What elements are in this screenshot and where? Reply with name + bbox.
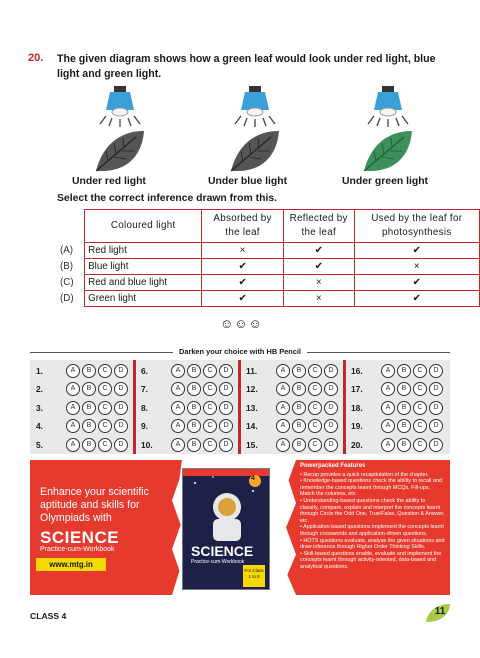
class-label: CLASS 4 xyxy=(30,611,67,621)
answer-bubble-d[interactable]: D xyxy=(324,364,338,378)
answer-bubble-b[interactable]: B xyxy=(292,438,306,452)
question-number-label: 14. xyxy=(246,421,258,432)
answer-row xyxy=(246,362,342,380)
table-row xyxy=(57,275,480,291)
question-number-label: 20. xyxy=(351,439,363,450)
instruction: Select the correct inference drawn from this. xyxy=(57,193,277,204)
answer-bubble-a[interactable]: A xyxy=(171,401,185,415)
cell-absorbed: ✔ xyxy=(202,275,284,291)
answer-row xyxy=(351,417,447,435)
label-red-light: Under red light xyxy=(72,176,146,187)
answer-bubble-c[interactable]: C xyxy=(98,438,112,452)
answer-bubble-d[interactable]: D xyxy=(114,438,128,452)
label-blue-light: Under blue light xyxy=(208,176,288,187)
question-number-label: 15. xyxy=(246,439,258,450)
book-number: 4 xyxy=(251,475,255,482)
answer-bubble-c[interactable]: C xyxy=(308,419,322,433)
cell-absorbed: ✔ xyxy=(202,291,284,307)
answer-bubble-c[interactable]: C xyxy=(308,382,322,396)
answer-bubble-d[interactable]: D xyxy=(114,419,128,433)
answer-row xyxy=(351,436,447,454)
answer-row xyxy=(246,417,342,435)
question-number-label: 10. xyxy=(141,439,153,450)
answer-bubble-a[interactable]: A xyxy=(66,401,80,415)
option-label: (B) xyxy=(60,261,74,272)
answer-bubble-d[interactable]: D xyxy=(114,382,128,396)
answer-bubble-c[interactable]: C xyxy=(413,364,427,378)
answer-row xyxy=(36,399,132,417)
divider xyxy=(133,360,136,454)
answer-bubble-a[interactable]: A xyxy=(381,401,395,415)
answer-sheet-title: Darken your choice with HB Pencil xyxy=(173,347,307,356)
answer-bubble-d[interactable]: D xyxy=(429,419,443,433)
answer-bubble-a[interactable]: A xyxy=(276,419,290,433)
features-heading: Powerpacked Features xyxy=(300,463,366,469)
leaf-dark-icon xyxy=(92,127,148,175)
answer-bubble-a[interactable]: A xyxy=(381,419,395,433)
label-green-light: Under green light xyxy=(342,176,429,187)
answer-bubble-a[interactable]: A xyxy=(381,438,395,452)
book-class-badge: For Class 1 to 8 xyxy=(243,565,265,587)
answer-bubble-d[interactable]: D xyxy=(429,364,443,378)
divider xyxy=(238,360,241,454)
question-number-label: 11. xyxy=(246,366,258,376)
answer-bubble-c[interactable]: C xyxy=(413,419,427,433)
answer-bubble-d[interactable]: D xyxy=(114,401,128,415)
cell-light: Red light xyxy=(85,243,202,259)
answer-bubble-c[interactable]: C xyxy=(98,382,112,396)
table-row xyxy=(57,259,480,275)
answer-bubble-d[interactable]: D xyxy=(219,401,233,415)
answer-row xyxy=(36,417,132,435)
answer-row xyxy=(141,399,237,417)
answer-bubble-d[interactable]: D xyxy=(429,438,443,452)
table-row xyxy=(57,243,480,259)
cell-absorbed: ✔ xyxy=(202,259,284,275)
answer-bubble-b[interactable]: B xyxy=(292,419,306,433)
leaf-green-icon xyxy=(360,127,416,175)
leaf-dark-icon xyxy=(227,127,283,175)
answer-row xyxy=(246,436,342,454)
answer-bubble-c[interactable]: C xyxy=(413,401,427,415)
question-number-label: 18. xyxy=(351,402,363,413)
answer-bubble-c[interactable]: C xyxy=(308,438,322,452)
answer-bubble-a[interactable]: A xyxy=(171,364,185,378)
question-number-label: 13. xyxy=(246,402,258,413)
answer-bubble-d[interactable]: D xyxy=(324,419,338,433)
book-cover xyxy=(182,468,270,590)
answer-bubble-a[interactable]: A xyxy=(171,419,185,433)
ad-features xyxy=(300,463,445,571)
answer-bubble-a[interactable]: A xyxy=(66,438,80,452)
cell-reflected: ✔ xyxy=(283,259,354,275)
answer-row xyxy=(246,380,342,398)
option-label: (D) xyxy=(60,293,74,304)
cell-used: ✔ xyxy=(354,275,479,291)
cell-reflected: × xyxy=(283,275,354,291)
answer-bubble-c[interactable]: C xyxy=(413,438,427,452)
answer-bubble-c[interactable]: C xyxy=(98,364,112,378)
answer-row xyxy=(36,362,132,380)
question-number-label: 7. xyxy=(141,384,148,395)
answer-bubble-b[interactable]: B xyxy=(397,364,411,378)
cell-used: × xyxy=(354,259,479,275)
ad-website-link[interactable]: www.mtg.in xyxy=(36,558,106,571)
book-subtitle: Practice-cum-Workbook xyxy=(191,559,245,565)
answer-bubble-c[interactable]: C xyxy=(98,401,112,415)
header-coloured-light: Coloured light xyxy=(85,210,202,243)
book-title: SCIENCE xyxy=(191,543,254,559)
list-item: • Recap provides a quick recapitulation of the chapter. xyxy=(300,471,429,478)
answer-row xyxy=(36,380,132,398)
table-row xyxy=(57,291,480,307)
answer-bubble-a[interactable]: A xyxy=(66,419,80,433)
question-number-label: 16. xyxy=(351,366,363,376)
answer-bubble-a[interactable]: A xyxy=(276,382,290,396)
answer-bubble-d[interactable]: D xyxy=(429,401,443,415)
answer-bubble-b[interactable]: B xyxy=(292,382,306,396)
question-number-label: 3. xyxy=(36,402,43,413)
header-reflected: Reflected by the leaf xyxy=(283,210,354,243)
answer-row xyxy=(246,399,342,417)
answer-row xyxy=(351,362,447,380)
answer-bubble-c[interactable]: C xyxy=(413,382,427,396)
list-item: • Understanding-based questions check the ability to classify, compare, explain and interpret the concepts learnt through Circle the Odd One, True/False, Question & Answer, etc. xyxy=(300,497,445,524)
answer-bubble-a[interactable]: A xyxy=(381,382,395,396)
answer-bubble-d[interactable]: D xyxy=(429,382,443,396)
answer-bubble-b[interactable]: B xyxy=(397,419,411,433)
ad-tagline: Enhance your scientific aptitude and skills for Olympiads with xyxy=(40,486,149,524)
ad-subtitle: Practice-cum-Workbook xyxy=(40,546,115,553)
list-item: • HOTS questions evaluate, analyse the given situations and draw inference through Higher Order Thinking Skills. xyxy=(300,537,445,551)
answer-bubble-c[interactable]: C xyxy=(308,401,322,415)
question-number: 20. xyxy=(28,52,44,64)
cell-absorbed: × xyxy=(202,243,284,259)
list-item: • Application-based questions implement the concepts learnt through crosswords and application-driven questions. xyxy=(300,524,444,537)
answer-bubble-d[interactable]: D xyxy=(324,401,338,415)
question-text: The given diagram shows how a green leaf would look under red light, blue light and green light. xyxy=(57,53,436,80)
option-label: (C) xyxy=(60,277,74,288)
answer-bubble-a[interactable]: A xyxy=(171,438,185,452)
question-number-label: 5. xyxy=(36,439,43,450)
answer-bubble-c[interactable]: C xyxy=(308,364,322,378)
list-item: • Knowledge-based questions check the ability to recall and remember the concepts learnt through MCQs, Fill-ups, Match the columns, etc. xyxy=(300,478,442,498)
question-number-label: 2. xyxy=(36,384,43,395)
answer-bubble-d[interactable]: D xyxy=(219,419,233,433)
answer-bubble-b[interactable]: B xyxy=(292,364,306,378)
question-number-label: 19. xyxy=(351,421,363,432)
answer-row xyxy=(36,436,132,454)
answer-bubble-d[interactable]: D xyxy=(324,438,338,452)
answer-row xyxy=(351,380,447,398)
options-table xyxy=(57,209,480,307)
answer-bubble-b[interactable]: B xyxy=(82,438,96,452)
answer-bubble-b[interactable]: B xyxy=(187,382,201,396)
answer-bubble-d[interactable]: D xyxy=(114,364,128,378)
answer-row xyxy=(141,436,237,454)
answer-row xyxy=(351,399,447,417)
answer-bubble-c[interactable]: C xyxy=(98,419,112,433)
answer-bubble-c[interactable]: C xyxy=(203,364,217,378)
answer-bubble-b[interactable]: B xyxy=(397,382,411,396)
answer-bubble-b[interactable]: B xyxy=(187,401,201,415)
divider xyxy=(343,360,346,454)
cell-used: ✔ xyxy=(354,243,479,259)
answer-bubble-d[interactable]: D xyxy=(324,382,338,396)
answer-bubble-b[interactable]: B xyxy=(187,438,201,452)
answer-bubble-d[interactable]: D xyxy=(219,382,233,396)
answer-bubble-b[interactable]: B xyxy=(82,401,96,415)
answer-bubble-d[interactable]: D xyxy=(219,438,233,452)
smiley-icon: ☺☺☺ xyxy=(220,316,263,331)
answer-bubble-a[interactable]: A xyxy=(66,382,80,396)
answer-bubble-b[interactable]: B xyxy=(187,419,201,433)
cell-light: Blue light xyxy=(85,259,202,275)
question-number-label: 1. xyxy=(36,366,43,376)
answer-bubble-a[interactable]: A xyxy=(66,364,80,378)
question-number-label: 17. xyxy=(351,384,363,395)
answer-bubble-a[interactable]: A xyxy=(171,382,185,396)
cell-reflected: × xyxy=(283,291,354,307)
answer-bubble-d[interactable]: D xyxy=(219,364,233,378)
question-number-label: 12. xyxy=(246,384,258,395)
answer-bubble-a[interactable]: A xyxy=(276,364,290,378)
question-number-label: 9. xyxy=(141,421,148,432)
answer-bubble-c[interactable]: C xyxy=(203,419,217,433)
question-number-label: 6. xyxy=(141,366,148,376)
answer-bubble-a[interactable]: A xyxy=(276,438,290,452)
answer-row xyxy=(141,362,237,380)
answer-bubble-c[interactable]: C xyxy=(203,438,217,452)
answer-bubble-b[interactable]: B xyxy=(82,419,96,433)
header-used: Used by the leaf for photosynthesis xyxy=(354,210,479,243)
answer-bubble-c[interactable]: C xyxy=(203,401,217,415)
question-number-label: 4. xyxy=(36,421,43,432)
cell-light: Red and blue light xyxy=(85,275,202,291)
cell-used: ✔ xyxy=(354,291,479,307)
answer-bubble-b[interactable]: B xyxy=(397,438,411,452)
answer-bubble-b[interactable]: B xyxy=(397,401,411,415)
ad-title: SCIENCE xyxy=(40,528,120,547)
answer-bubble-b[interactable]: B xyxy=(187,364,201,378)
answer-bubble-b[interactable]: B xyxy=(82,382,96,396)
page-number: 11 xyxy=(434,606,446,617)
answer-bubble-c[interactable]: C xyxy=(203,382,217,396)
question-number-label: 8. xyxy=(141,402,148,413)
answer-bubble-a[interactable]: A xyxy=(276,401,290,415)
cell-light: Green light xyxy=(85,291,202,307)
cell-reflected: ✔ xyxy=(283,243,354,259)
list-item: • Skill-based questions enable, evaluate and implement the concepts learnt through activity-oriented, data-based and analytical questions. xyxy=(300,550,442,570)
answer-bubble-b[interactable]: B xyxy=(292,401,306,415)
answer-bubble-b[interactable]: B xyxy=(82,364,96,378)
answer-bubble-a[interactable]: A xyxy=(381,364,395,378)
answer-row xyxy=(141,417,237,435)
option-label: (A) xyxy=(60,245,74,256)
answer-row xyxy=(141,380,237,398)
header-absorbed: Absorbed by the leaf xyxy=(202,210,284,243)
